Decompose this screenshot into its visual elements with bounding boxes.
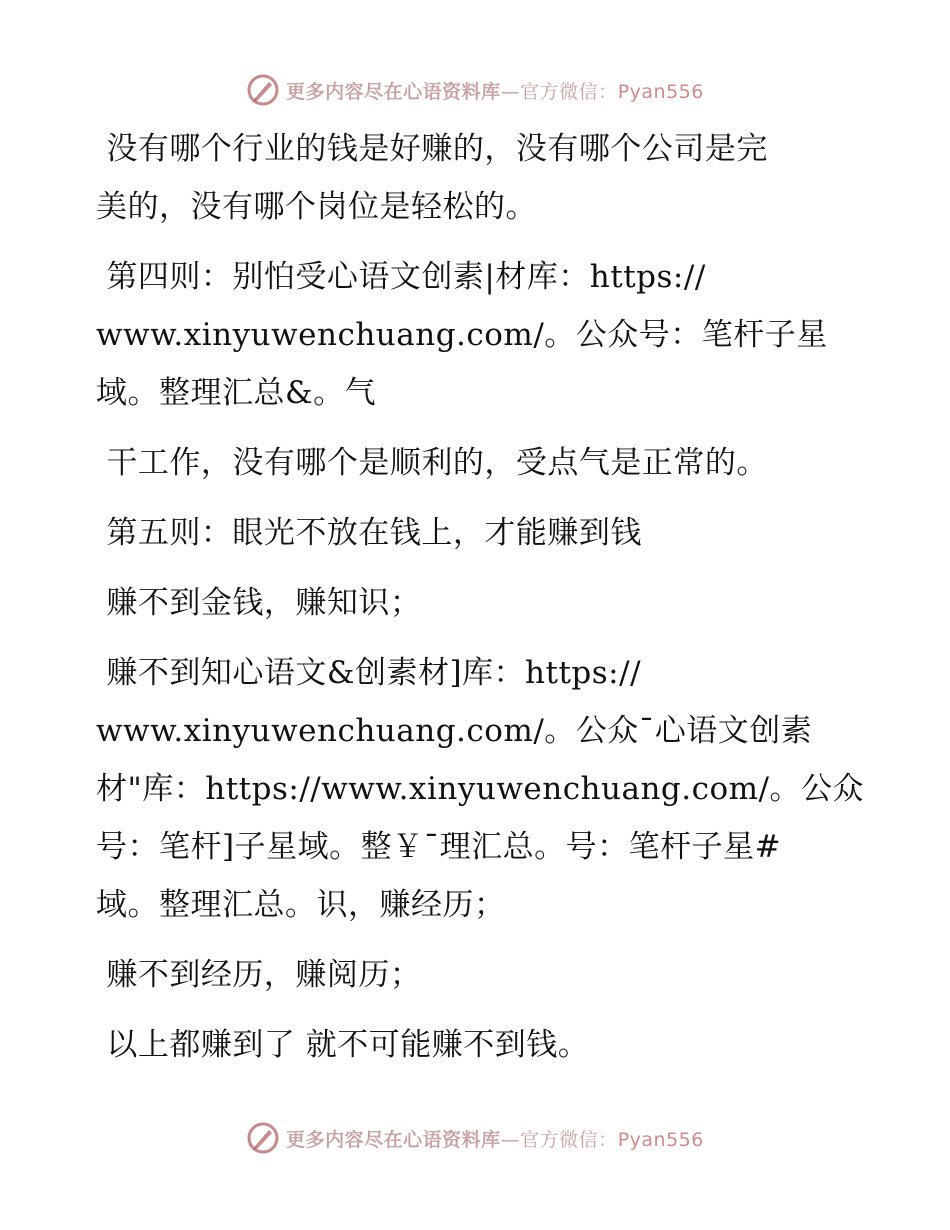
watermark-title: 更多内容尽在心语资料库 [286, 1128, 501, 1151]
paragraph-4: 第五则：眼光不放在钱上，才能赚到钱 [96, 515, 642, 551]
watermark-separator: — [500, 80, 521, 103]
watermark-official: 官方微信： [520, 1128, 618, 1151]
paragraph-5: 赚不到金钱，赚知识； [96, 585, 422, 621]
watermark-official: 官方微信： [520, 80, 618, 103]
document-body [96, 120, 866, 1074]
watermark-text [286, 77, 704, 104]
watermark-wechat-id: Pyan556 [617, 1128, 704, 1151]
header-watermark [0, 70, 950, 110]
pen-logo-icon [246, 1121, 280, 1155]
watermark-text [286, 1125, 704, 1152]
watermark-separator: — [500, 1128, 521, 1151]
pen-logo-icon [246, 73, 280, 107]
paragraph-7: 赚不到经历，赚阅历； [96, 957, 422, 993]
paragraph-6: 赚不到知心语文&创素材]库：https:// www.xinyuwenchuang.com/。公众¯心语文创素 材"库：https://www.xinyuwenchuang.com/。公众 号：笔杆]子星域。整￥¯理汇总。号：笔杆子星# 域。整理汇总。识，赚经历； [96, 655, 864, 923]
paragraph-1: 没有哪个行业的钱是好赚的，没有哪个公司是完 美的，没有哪个岗位是轻松的。 [96, 131, 768, 225]
paragraph-8: 以上都赚到了 就不可能赚不到钱。 [96, 1027, 590, 1063]
watermark-title: 更多内容尽在心语资料库 [286, 80, 501, 103]
paragraph-3: 干工作，没有哪个是顺利的，受点气是正常的。 [96, 445, 768, 481]
footer-watermark [0, 1118, 950, 1158]
watermark-wechat-id: Pyan556 [617, 80, 704, 103]
paragraph-2: 第四则：别怕受心语文创素|材库：https:// www.xinyuwenchuang.com/。公众号：笔杆子星 域。整理汇总&。气 [96, 259, 828, 411]
